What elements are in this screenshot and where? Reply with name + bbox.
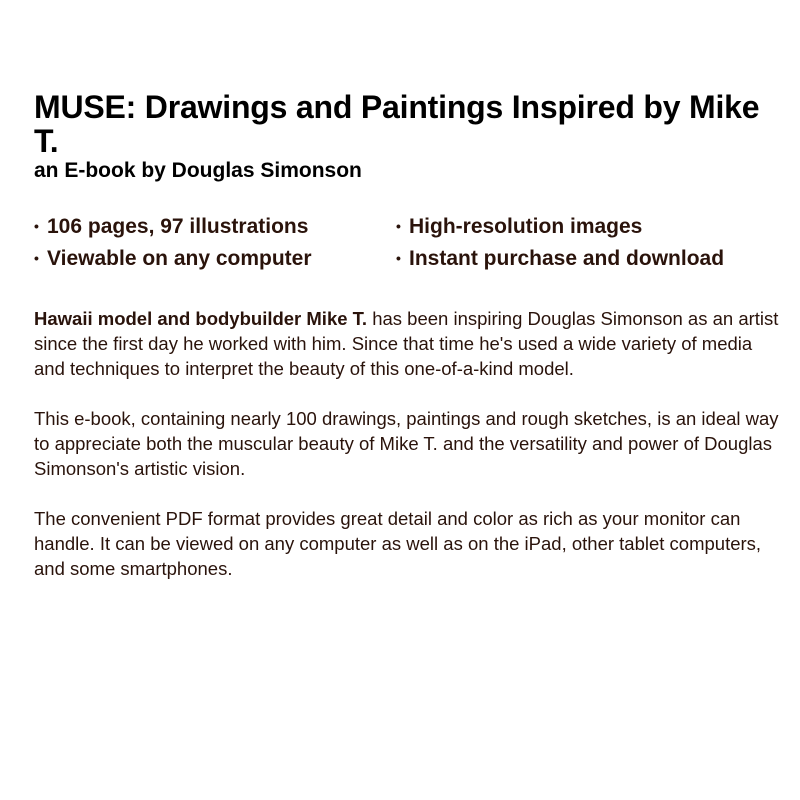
feature-item bbox=[396, 245, 756, 272]
page-subtitle: an E-book by Douglas Simonson bbox=[34, 159, 362, 182]
ebook-description bbox=[34, 90, 784, 581]
feature-list bbox=[34, 213, 784, 272]
bullet-icon: • bbox=[34, 218, 39, 234]
feature-item bbox=[34, 245, 396, 272]
feature-text: Viewable on any computer bbox=[47, 247, 312, 270]
description-paragraph-1 bbox=[34, 306, 784, 381]
description-paragraph-2: This e-book, containing nearly 100 drawings, paintings and rough sketches, is an ideal way to appreciate both the muscular beauty of Mike T. and the versatility and power of Douglas Simonson's artistic vision. bbox=[34, 408, 779, 479]
bullet-icon: • bbox=[396, 218, 401, 234]
description-paragraph-3: The convenient PDF format provides great detail and color as rich as your monitor can handle. It can be viewed on any computer as well as on the iPad, other tablet computers, and some smartphones. bbox=[34, 508, 762, 579]
feature-text: Instant purchase and download bbox=[409, 247, 725, 270]
page-title: MUSE: Drawings and Paintings Inspired by Mike T. bbox=[34, 89, 760, 159]
paragraph-lead: Hawaii model and bodybuilder Mike T. bbox=[34, 308, 368, 329]
feature-item bbox=[396, 213, 756, 240]
bullet-icon: • bbox=[34, 250, 39, 266]
paragraph-text: has been inspiring Douglas Simonson as an artist since the first day he worked with him. Since that time he's used a wide variety of media and techniques to interpret the beauty of this one-of-a-kind model. bbox=[34, 308, 779, 379]
feature-item bbox=[34, 213, 396, 240]
bullet-icon: • bbox=[396, 250, 401, 266]
feature-text: 106 pages, 97 illustrations bbox=[47, 215, 309, 238]
feature-text: High-resolution images bbox=[409, 215, 643, 238]
